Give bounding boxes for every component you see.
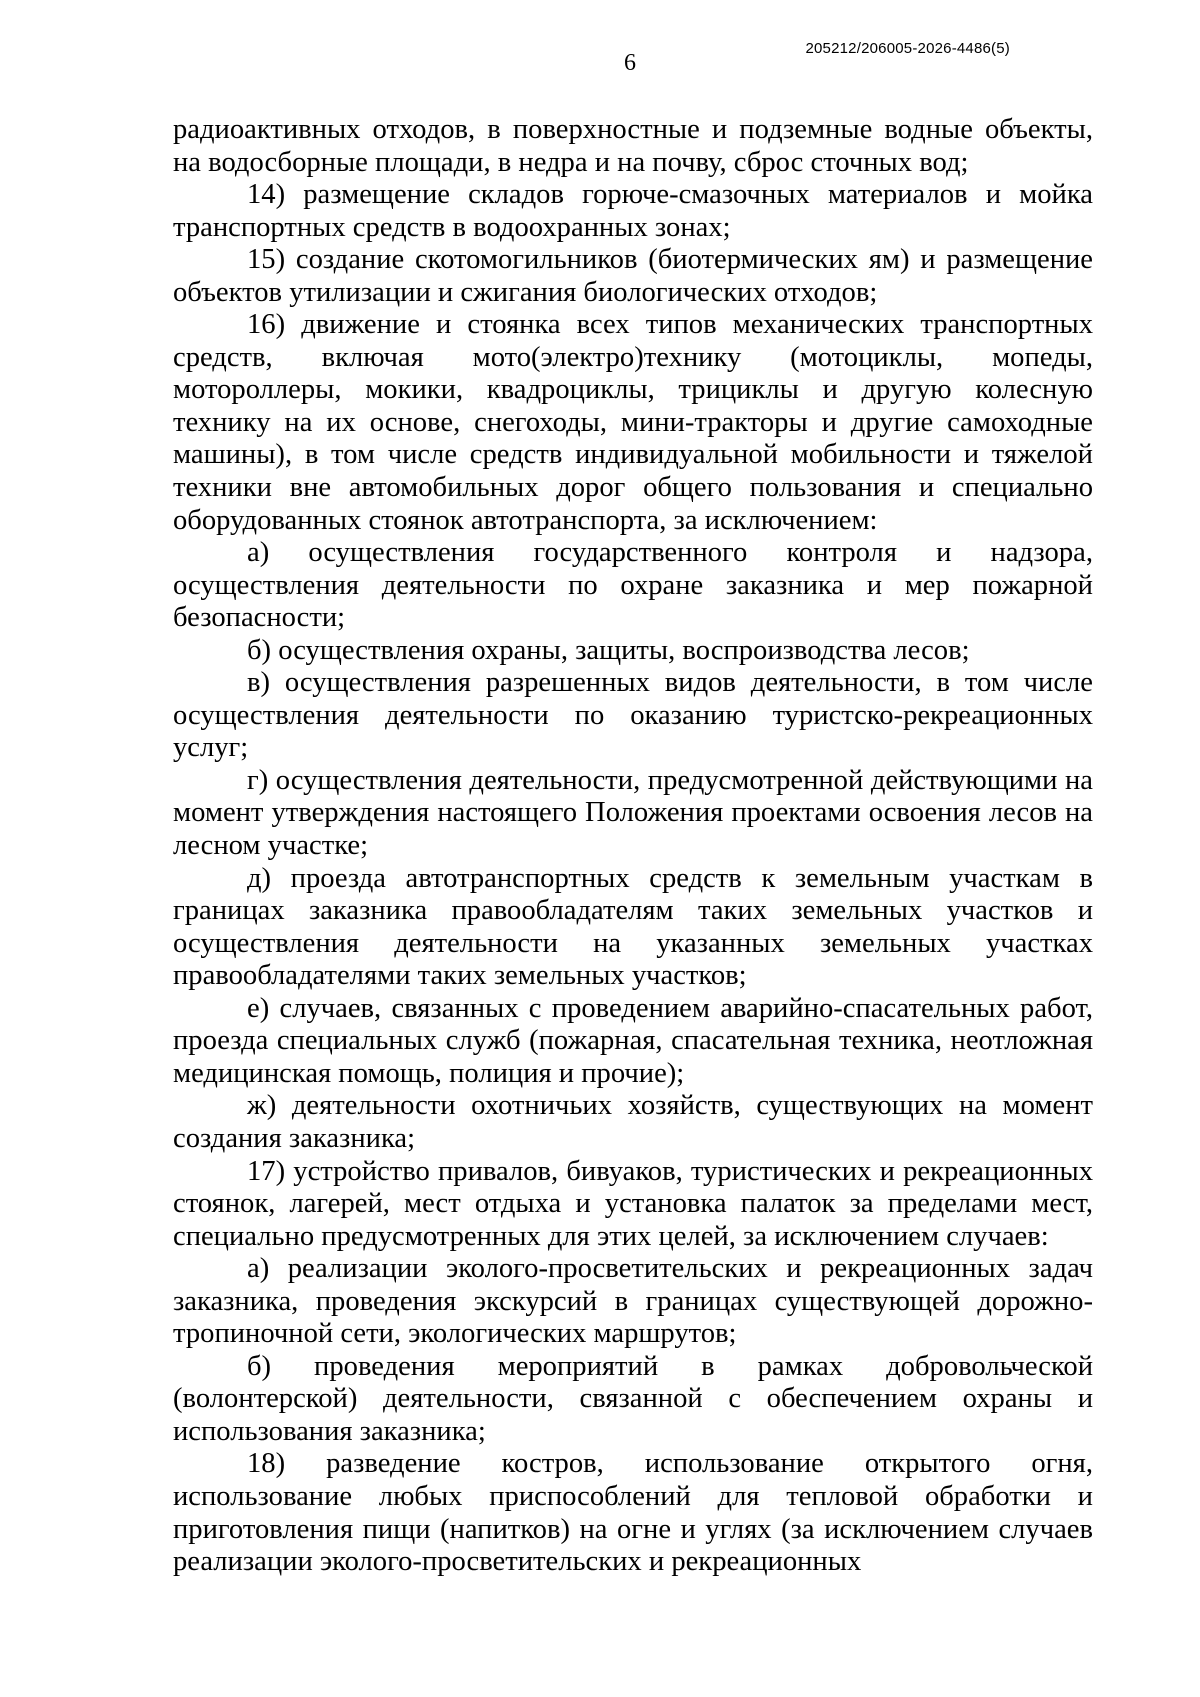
document-body <box>173 114 1093 1579</box>
paragraph-item-16-zh: ж) деятельности охотничьих хозяйств, существующих на момент создания заказника; <box>173 1090 1093 1154</box>
paragraph-continuation: радиоактивных отходов, в поверхностные и подземные водные объекты, на водосборные площади, в недра и на почву, сброс сточных вод; <box>173 114 1093 178</box>
document-id: 205212/206005-2026-4486(5) <box>805 40 1010 57</box>
paragraph-item-17: 17) устройство привалов, бивуаков, туристических и рекреационных стоянок, лагерей, мест отдыха и установка палаток за пределами мест, специально предусмотренных для этих целей, за исключением случаев: <box>173 1155 1093 1252</box>
paragraph-item-17-a: а) реализации эколого-просветительских и рекреационных задач заказника, проведения экскурсий в границах существующей дорожно-тропиночной сети, экологических маршрутов; <box>173 1253 1093 1350</box>
paragraph-item-16-g: г) осуществления деятельности, предусмотренной действующими на момент утверждения настоящего Положения проектами освоения лесов на лесном участке; <box>173 764 1093 862</box>
paragraph-item-15: 15) создание скотомогильников (биотермических ям) и размещение объектов утилизации и сжигания биологических отходов; <box>173 244 1093 308</box>
paragraph-item-18: 18) разведение костров, использование открытого огня, использование любых приспособлений для тепловой обработки и приготовления пищи (напитков) на огне и углях (за исключением случаев реализации эколого-просветительских и рекреационных <box>173 1448 1093 1578</box>
paragraph-item-16-d: д) проезда автотранспортных средств к земельным участкам в границах заказника правообладателям таких земельных участков и осуществления деятельности на указанных земельных участках правообладателями таких земельных участков; <box>173 862 1093 992</box>
page-number: 6 <box>624 50 636 76</box>
paragraph-item-16-e: е) случаев, связанных с проведением аварийно-спасательных работ, проезда специальных служб (пожарная, спасательная техника, неотложная медицинская помощь, полиция и прочие); <box>173 992 1093 1089</box>
paragraph-item-14: 14) размещение складов горюче-смазочных материалов и мойка транспортных средств в водоохранных зонах; <box>173 179 1093 243</box>
paragraph-item-16-a: а) осуществления государственного контроля и надзора, осуществления деятельности по охране заказника и мер пожарной безопасности; <box>173 537 1093 634</box>
paragraph-item-16-v: в) осуществления разрешенных видов деятельности, в том числе осуществления деятельности по оказанию туристско-рекреационных услуг; <box>173 667 1093 764</box>
paragraph-item-17-b: б) проведения мероприятий в рамках добровольческой (волонтерской) деятельности, связанной с обеспечением охраны и использования заказника; <box>173 1350 1093 1447</box>
paragraph-item-16: 16) движение и стоянка всех типов механических транспортных средств, включая мото(электро)технику (мотоциклы, мопеды, мотороллеры, мокики, квадроциклы, трициклы и другую колесную технику на их основе, снегоходы, мини-тракторы и другие самоходные машины), в том числе средств индивидуальной мобильности и тяжелой техники вне автомобильных дорог общего пользования и специально оборудованных стоянок автотранспорта, за исключением: <box>173 309 1093 536</box>
paragraph-item-16-b: б) осуществления охраны, защиты, воспроизводства лесов; <box>247 634 970 666</box>
